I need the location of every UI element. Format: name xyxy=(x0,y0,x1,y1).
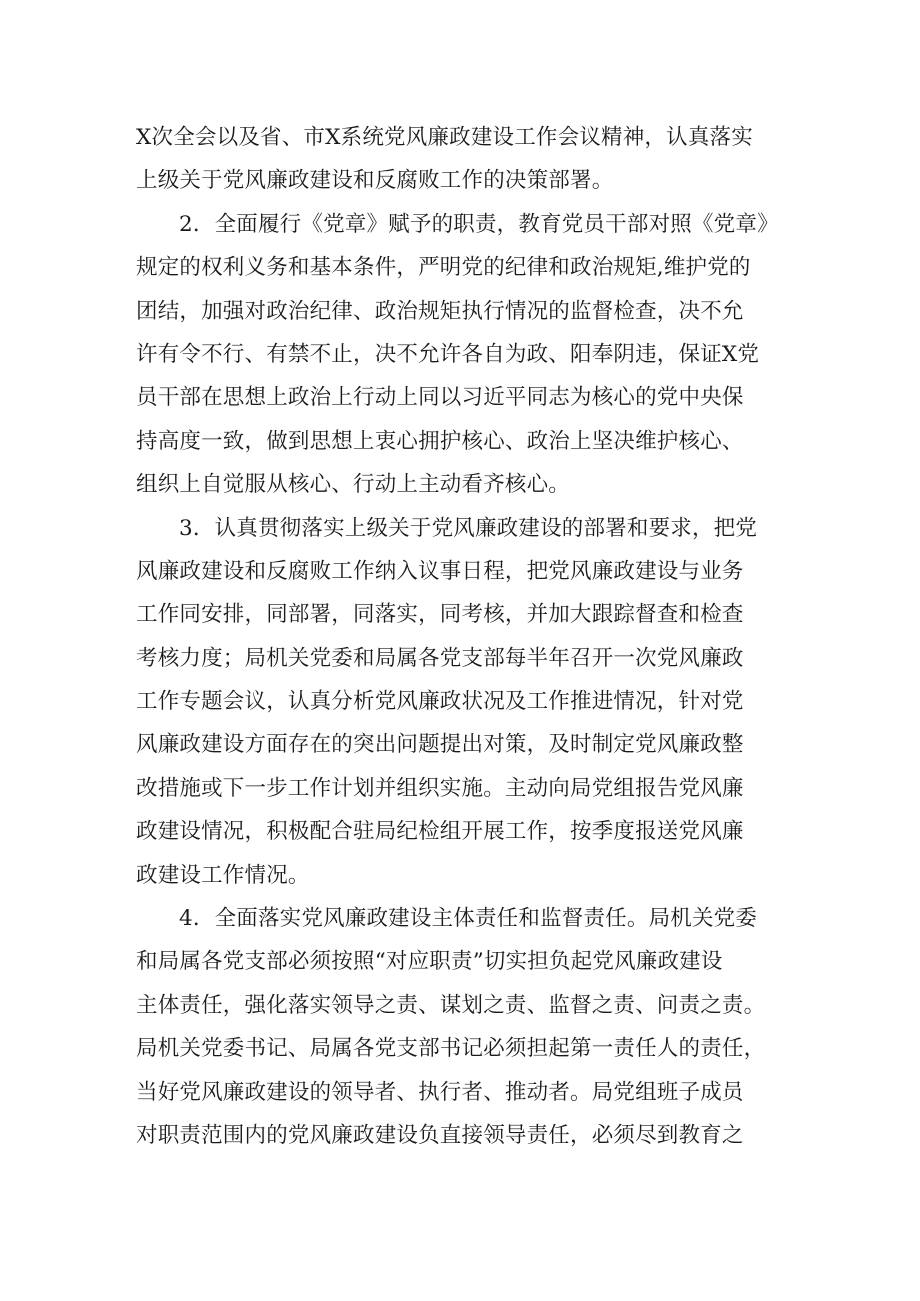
text-line: 员干部在思想上政治上行动上同以习近平同志为核心的党中央保 xyxy=(136,385,744,411)
text-line: 风廉政建设方面存在的突出问题提出对策，及时制定党风廉政整 xyxy=(136,732,744,758)
text-line: 改措施或下一步工作计划并组织实施。主动向局党组报告党风廉 xyxy=(136,775,744,801)
text-line: 局机关党委书记、局属各党支部书记必须担起第一责任人的责任， xyxy=(136,1036,766,1062)
text-line: 当好党风廉政建设的领导者、执行者、推动者。局党组班子成员 xyxy=(136,1079,744,1105)
text-line: 工作同安排，同部署，同落实，同考核，并加大跟踪督查和检查 xyxy=(136,602,744,628)
text-line: 许有令不行、有禁不止，决不允许各自为政、阳奉阴违，保证X党 xyxy=(136,341,760,367)
text-line: 政建设工作情况。 xyxy=(136,862,310,888)
paragraph-3-start: 3．认真贯彻落实上级关于党风廉政建设的部署和要求，把党 xyxy=(179,515,758,541)
text-line: 组织上自觉服从核心、行动上主动看齐核心。 xyxy=(136,472,571,498)
text-line: 上级关于党风廉政建设和反腐败工作的决策部署。 xyxy=(136,168,614,194)
text-line: 团结，加强对政治纪律、政治规矩执行情况的监督检查，决不允 xyxy=(136,298,744,324)
text-line: X次全会以及省、市X系统党风廉政建设工作会议精神，认真落实 xyxy=(136,125,753,150)
document-body xyxy=(136,116,800,1157)
text-line: 考核力度；局机关党委和局属各党支部每半年召开一次党风廉政 xyxy=(136,645,744,671)
text-line: 主体责任，强化落实领导之责、谋划之责、监督之责、问责之责。 xyxy=(136,992,766,1018)
text-line: 政建设情况，积极配合驻局纪检组开展工作，按季度报送党风廉 xyxy=(136,819,744,845)
text-line: 对职责范围内的党风廉政建设负直接领导责任，必须尽到教育之 xyxy=(136,1122,744,1148)
paragraph-4-start: 4．全面落实党风廉政建设主体责任和监督责任。局机关党委 xyxy=(179,906,758,932)
text-line: 风廉政建设和反腐败工作纳入议事日程，把党风廉政建设与业务 xyxy=(136,558,744,584)
paragraph-2-start: 2．全面履行《党章》赋予的职责，教育党员干部对照《党章》 xyxy=(179,211,779,237)
text-line: 持高度一致，做到思想上衷心拥护核心、政治上坚决维护核心、 xyxy=(136,428,744,454)
text-line: 和局属各党支部必须按照“对应职责”切实担负起党风廉政建设 xyxy=(136,949,723,975)
text-line: 工作专题会议，认真分析党风廉政状况及工作推进情况，针对党 xyxy=(136,689,744,715)
text-line: 规定的权利义务和基本条件，严明党的纪律和政治规矩,维护党的 xyxy=(136,255,751,281)
